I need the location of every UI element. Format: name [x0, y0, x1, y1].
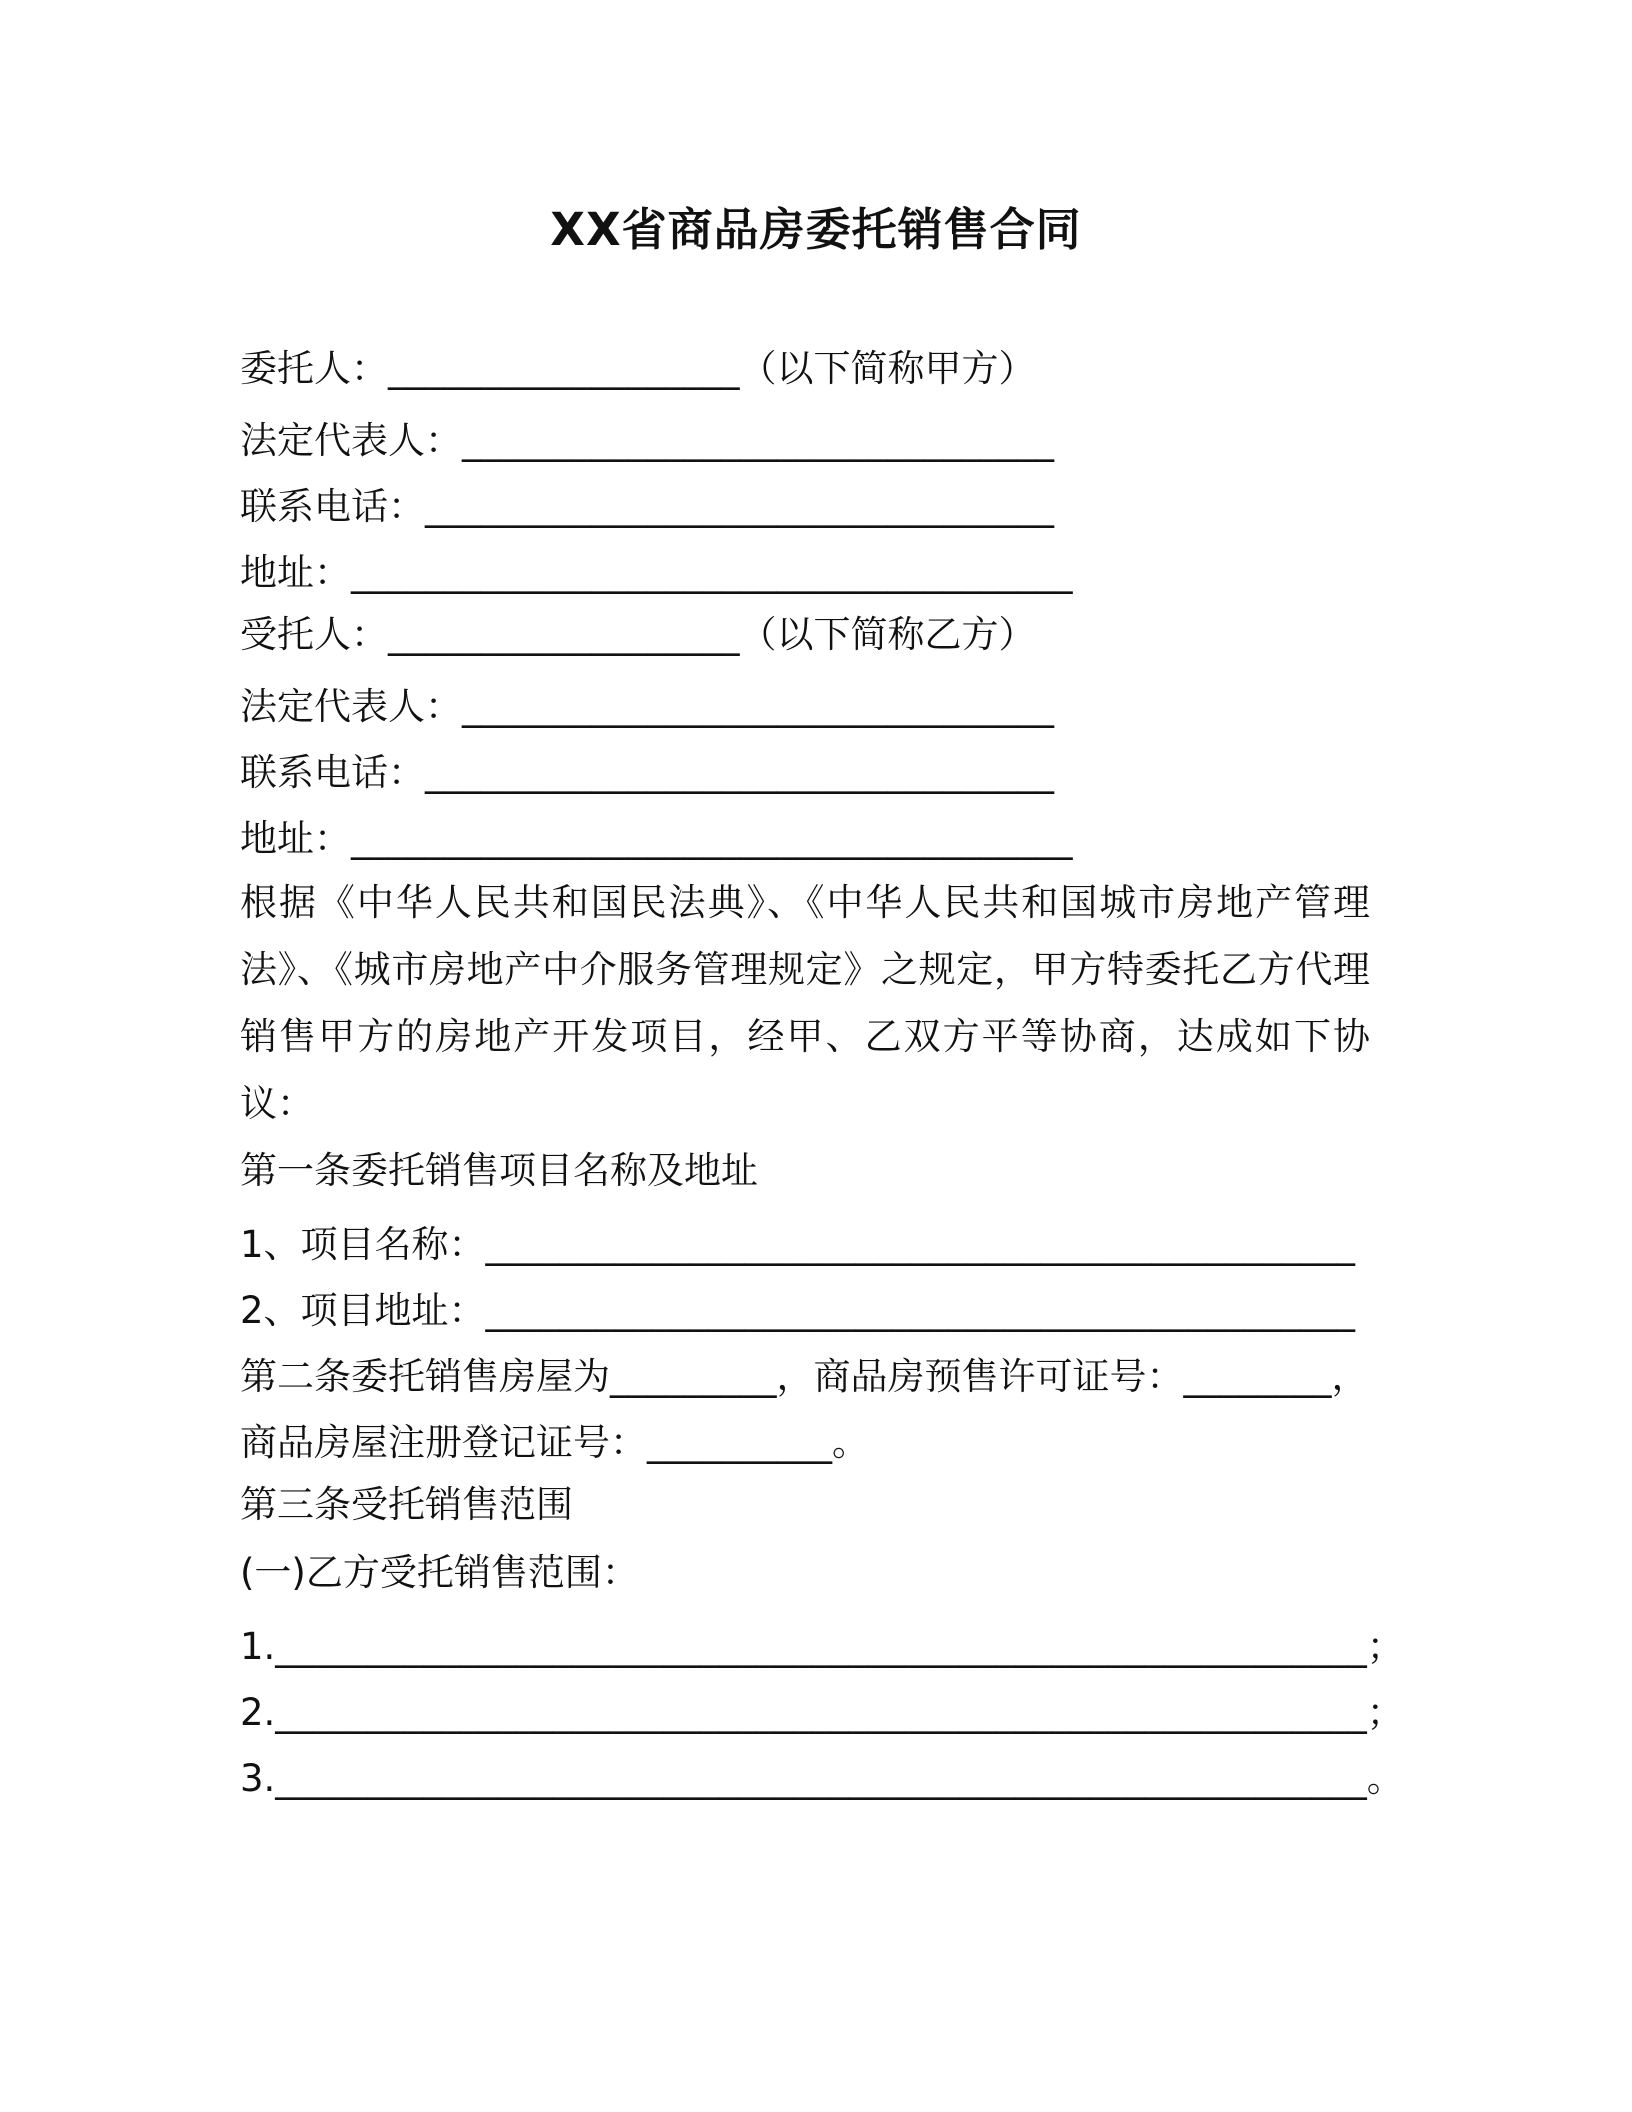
party-a-address-line: 地址：_______________________________________	[240, 551, 1073, 594]
party-b-legal-rep-line: 法定代表人：________________________________	[240, 685, 1054, 728]
project-address-line: 2、项目地址：_______________________________________________	[240, 1289, 1356, 1332]
project-name-line: 1、项目名称：_______________________________________________	[240, 1223, 1356, 1266]
party-b-address-line: 地址：_______________________________________	[240, 817, 1073, 860]
scope-item-2: 2.___________________________________________________________；	[240, 1691, 1404, 1734]
party-b-phone-line: 联系电话：__________________________________	[240, 751, 1054, 794]
scope-item-1: 1.___________________________________________________________；	[240, 1625, 1404, 1668]
article-1-heading: 第一条委托销售项目名称及地址	[240, 1149, 758, 1192]
article-2-line-1: 第二条委托销售房屋为_________，商品房预售许可证号：________，	[240, 1355, 1369, 1398]
preamble-paragraph: 根据《中华人民共和国民法典》、《中华人民共和国城市房地产管理法》、《城市房地产中介服务管理规定》之规定，甲方特委托乙方代理销售甲方的房地产开发项目，经甲、乙双方平等协商，达成如下协议：	[240, 881, 1370, 1125]
party-b-trustee-line: 受托人：___________________（以下简称乙方）	[240, 613, 1036, 656]
article-2-line-2: 商品房屋注册登记证号：__________。	[240, 1421, 869, 1464]
document-title: XX省商品房委托销售合同	[550, 203, 1082, 256]
article-3-subheading: (一)乙方受托销售范围：	[240, 1551, 639, 1594]
party-a-phone-line: 联系电话：__________________________________	[240, 485, 1054, 528]
party-a-legal-rep-line: 法定代表人：________________________________	[240, 419, 1054, 462]
scope-item-3: 3.___________________________________________________________。	[240, 1757, 1404, 1800]
party-a-client-line: 委托人：___________________（以下简称甲方）	[240, 347, 1036, 390]
article-3-heading: 第三条受托销售范围	[240, 1483, 573, 1526]
